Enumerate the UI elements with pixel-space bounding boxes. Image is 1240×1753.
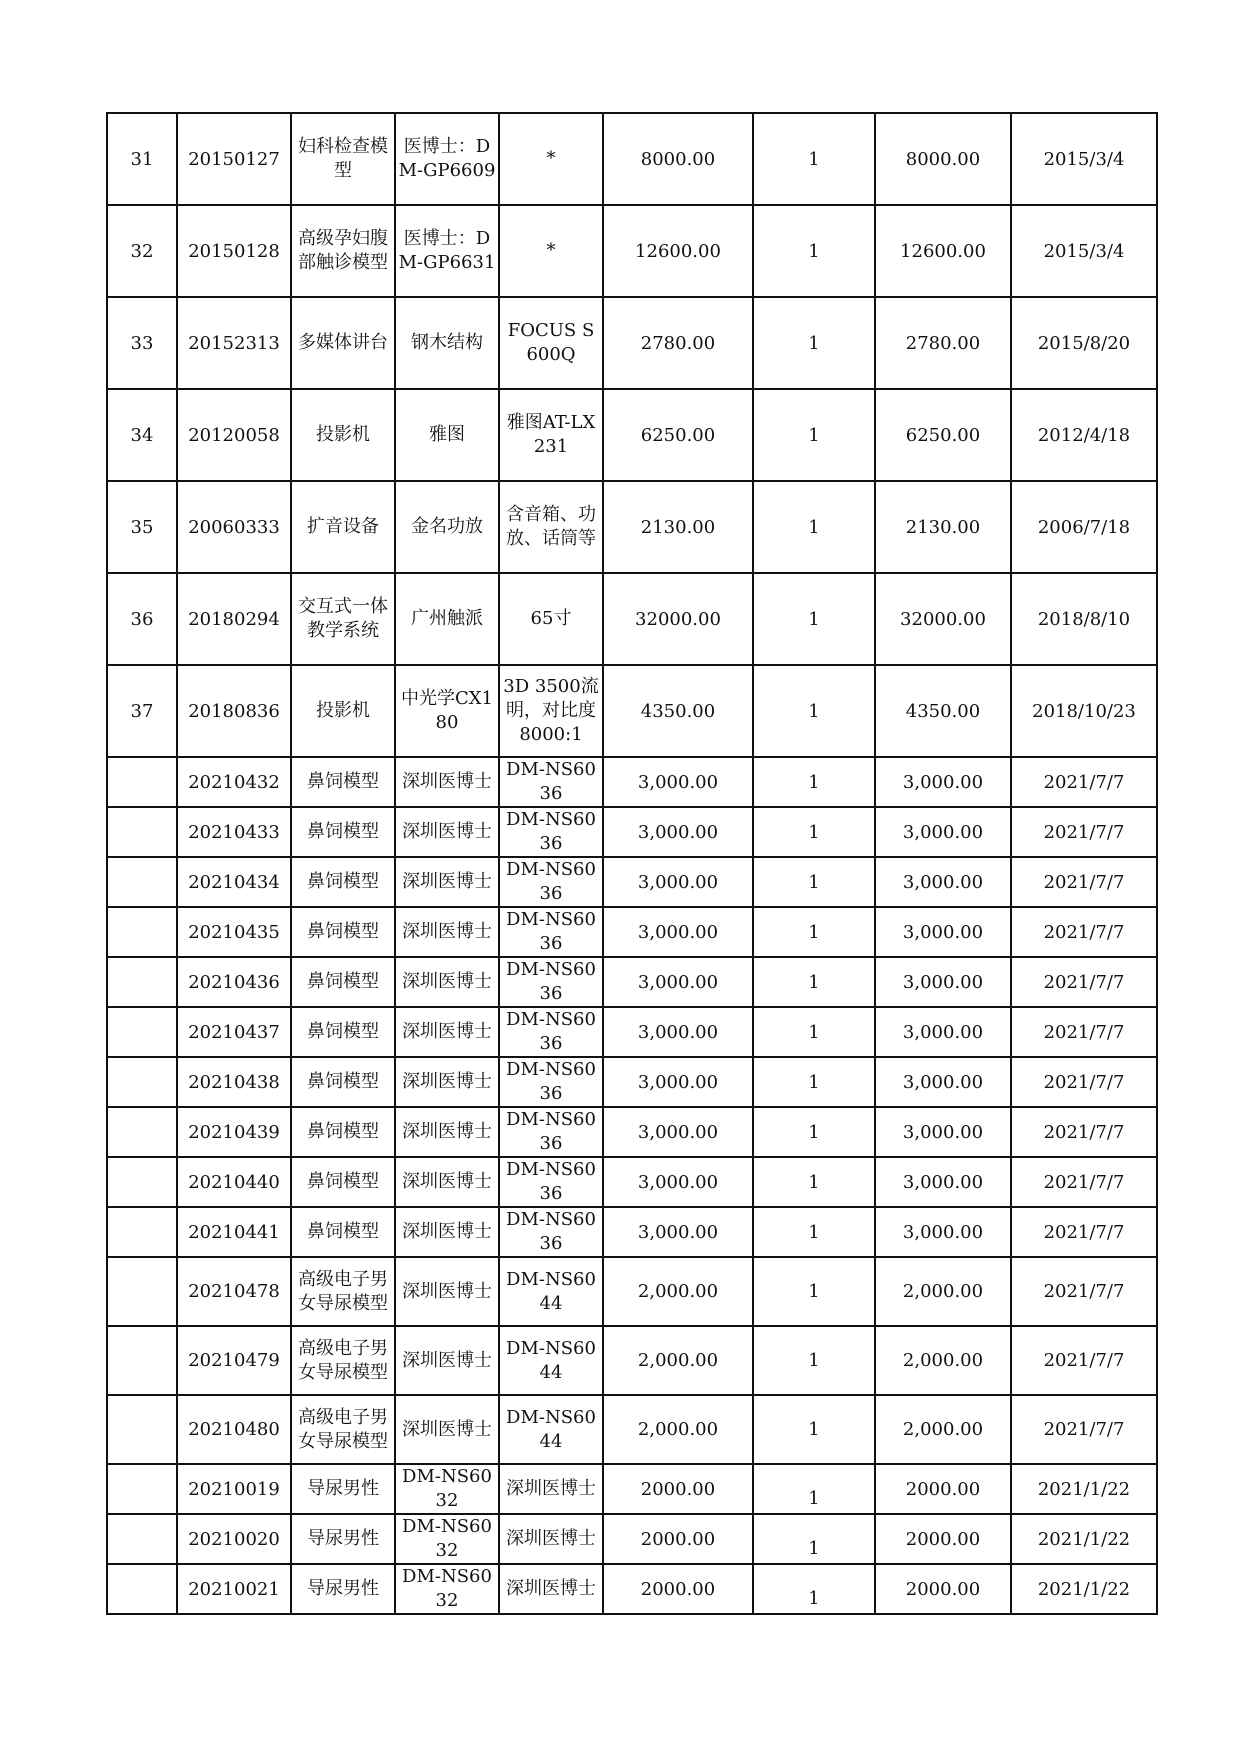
cell-amount: 3,000.00 xyxy=(875,957,1011,1007)
cell-quantity: 1 xyxy=(753,1564,875,1614)
cell-brand: DM-NS6032 xyxy=(395,1564,499,1614)
cell-amount: 2000.00 xyxy=(875,1564,1011,1614)
cell-quantity: 1 xyxy=(753,205,875,297)
cell-brand: 深圳医博士 xyxy=(395,857,499,907)
cell-index: 32 xyxy=(107,205,177,297)
cell-unit-price: 2780.00 xyxy=(603,297,753,389)
cell-spec: 65寸 xyxy=(499,573,603,665)
table-row xyxy=(107,481,1157,573)
cell-index xyxy=(107,1257,177,1326)
cell-date: 2021/7/7 xyxy=(1011,757,1157,807)
cell-name: 鼻饲模型 xyxy=(291,757,395,807)
cell-quantity: 1 xyxy=(753,1007,875,1057)
cell-name: 鼻饲模型 xyxy=(291,907,395,957)
cell-amount: 3,000.00 xyxy=(875,1207,1011,1257)
cell-brand: 深圳医博士 xyxy=(395,907,499,957)
cell-spec: 深圳医博士 xyxy=(499,1564,603,1614)
cell-index xyxy=(107,1395,177,1464)
cell-asset-code: 20210019 xyxy=(177,1464,291,1514)
cell-amount: 3,000.00 xyxy=(875,807,1011,857)
cell-asset-code: 20152313 xyxy=(177,297,291,389)
cell-name: 高级电子男女导尿模型 xyxy=(291,1326,395,1395)
cell-asset-code: 20210480 xyxy=(177,1395,291,1464)
cell-unit-price: 12600.00 xyxy=(603,205,753,297)
cell-asset-code: 20120058 xyxy=(177,389,291,481)
table-row xyxy=(107,907,1157,957)
cell-brand: DM-NS6032 xyxy=(395,1464,499,1514)
cell-index: 33 xyxy=(107,297,177,389)
cell-amount: 3,000.00 xyxy=(875,907,1011,957)
cell-brand: 钢木结构 xyxy=(395,297,499,389)
cell-quantity: 1 xyxy=(753,1464,875,1514)
cell-name: 导尿男性 xyxy=(291,1514,395,1564)
cell-brand: 中光学CX180 xyxy=(395,665,499,757)
cell-asset-code: 20150127 xyxy=(177,113,291,205)
table-row xyxy=(107,665,1157,757)
cell-unit-price: 3,000.00 xyxy=(603,1007,753,1057)
cell-unit-price: 2130.00 xyxy=(603,481,753,573)
cell-index: 35 xyxy=(107,481,177,573)
cell-unit-price: 32000.00 xyxy=(603,573,753,665)
cell-name: 鼻饲模型 xyxy=(291,807,395,857)
cell-date: 2015/8/20 xyxy=(1011,297,1157,389)
cell-spec: DM-NS6036 xyxy=(499,957,603,1007)
cell-asset-code: 20210478 xyxy=(177,1257,291,1326)
cell-unit-price: 3,000.00 xyxy=(603,907,753,957)
cell-spec: DM-NS6036 xyxy=(499,1157,603,1207)
cell-amount: 32000.00 xyxy=(875,573,1011,665)
table-row xyxy=(107,1007,1157,1057)
cell-unit-price: 2,000.00 xyxy=(603,1257,753,1326)
cell-quantity: 1 xyxy=(753,1514,875,1564)
cell-quantity: 1 xyxy=(753,807,875,857)
cell-asset-code: 20060333 xyxy=(177,481,291,573)
cell-index xyxy=(107,1157,177,1207)
cell-amount: 2780.00 xyxy=(875,297,1011,389)
cell-spec: DM-NS6044 xyxy=(499,1395,603,1464)
cell-date: 2021/1/22 xyxy=(1011,1564,1157,1614)
cell-name: 高级孕妇腹部触诊模型 xyxy=(291,205,395,297)
cell-index xyxy=(107,1464,177,1514)
cell-spec: * xyxy=(499,205,603,297)
cell-asset-code: 20210433 xyxy=(177,807,291,857)
cell-amount: 3,000.00 xyxy=(875,1007,1011,1057)
table-row xyxy=(107,205,1157,297)
cell-date: 2021/7/7 xyxy=(1011,1257,1157,1326)
cell-spec: DM-NS6036 xyxy=(499,1207,603,1257)
cell-quantity: 1 xyxy=(753,665,875,757)
cell-name: 鼻饲模型 xyxy=(291,957,395,1007)
cell-spec: DM-NS6036 xyxy=(499,1107,603,1157)
cell-asset-code: 20210020 xyxy=(177,1514,291,1564)
cell-index: 31 xyxy=(107,113,177,205)
cell-index xyxy=(107,1326,177,1395)
cell-index xyxy=(107,1207,177,1257)
cell-index xyxy=(107,1514,177,1564)
table-row xyxy=(107,807,1157,857)
cell-amount: 3,000.00 xyxy=(875,857,1011,907)
cell-name: 鼻饲模型 xyxy=(291,1107,395,1157)
cell-amount: 8000.00 xyxy=(875,113,1011,205)
cell-spec: 深圳医博士 xyxy=(499,1514,603,1564)
cell-index xyxy=(107,907,177,957)
cell-date: 2015/3/4 xyxy=(1011,113,1157,205)
cell-quantity: 1 xyxy=(753,957,875,1007)
cell-amount: 2130.00 xyxy=(875,481,1011,573)
cell-unit-price: 3,000.00 xyxy=(603,807,753,857)
table-row xyxy=(107,1326,1157,1395)
cell-asset-code: 20210479 xyxy=(177,1326,291,1395)
cell-spec: 雅图AT-LX231 xyxy=(499,389,603,481)
table-row xyxy=(107,389,1157,481)
cell-unit-price: 6250.00 xyxy=(603,389,753,481)
cell-quantity: 1 xyxy=(753,389,875,481)
cell-quantity: 1 xyxy=(753,1057,875,1107)
table-row xyxy=(107,1464,1157,1514)
table-row xyxy=(107,1395,1157,1464)
cell-name: 鼻饲模型 xyxy=(291,1207,395,1257)
table-row xyxy=(107,297,1157,389)
cell-index xyxy=(107,807,177,857)
cell-spec: * xyxy=(499,113,603,205)
cell-spec: DM-NS6036 xyxy=(499,757,603,807)
cell-unit-price: 3,000.00 xyxy=(603,1107,753,1157)
cell-index xyxy=(107,1564,177,1614)
cell-amount: 3,000.00 xyxy=(875,1107,1011,1157)
cell-unit-price: 3,000.00 xyxy=(603,757,753,807)
table-row xyxy=(107,1107,1157,1157)
cell-index: 37 xyxy=(107,665,177,757)
cell-quantity: 1 xyxy=(753,757,875,807)
cell-amount: 3,000.00 xyxy=(875,1057,1011,1107)
cell-spec: DM-NS6044 xyxy=(499,1326,603,1395)
cell-index: 36 xyxy=(107,573,177,665)
cell-name: 鼻饲模型 xyxy=(291,1157,395,1207)
cell-date: 2021/7/7 xyxy=(1011,957,1157,1007)
table-row xyxy=(107,1057,1157,1107)
cell-brand: 深圳医博士 xyxy=(395,1257,499,1326)
cell-amount: 3,000.00 xyxy=(875,757,1011,807)
cell-asset-code: 20180836 xyxy=(177,665,291,757)
cell-name: 鼻饲模型 xyxy=(291,1057,395,1107)
table-row xyxy=(107,857,1157,907)
cell-name: 交互式一体教学系统 xyxy=(291,573,395,665)
cell-brand: 深圳医博士 xyxy=(395,957,499,1007)
cell-date: 2021/7/7 xyxy=(1011,1007,1157,1057)
cell-unit-price: 2,000.00 xyxy=(603,1395,753,1464)
cell-brand: 深圳医博士 xyxy=(395,1395,499,1464)
table-row xyxy=(107,757,1157,807)
cell-date: 2021/7/7 xyxy=(1011,1395,1157,1464)
cell-asset-code: 20210437 xyxy=(177,1007,291,1057)
cell-quantity: 1 xyxy=(753,113,875,205)
table-row xyxy=(107,1564,1157,1614)
cell-brand: 深圳医博士 xyxy=(395,1107,499,1157)
cell-date: 2021/7/7 xyxy=(1011,1207,1157,1257)
cell-asset-code: 20210434 xyxy=(177,857,291,907)
cell-name: 扩音设备 xyxy=(291,481,395,573)
cell-index xyxy=(107,857,177,907)
cell-quantity: 1 xyxy=(753,1395,875,1464)
cell-name: 鼻饲模型 xyxy=(291,1007,395,1057)
cell-spec: DM-NS6036 xyxy=(499,1007,603,1057)
cell-name: 高级电子男女导尿模型 xyxy=(291,1395,395,1464)
cell-name: 妇科检查模型 xyxy=(291,113,395,205)
cell-quantity: 1 xyxy=(753,1207,875,1257)
table-row xyxy=(107,1157,1157,1207)
cell-amount: 2,000.00 xyxy=(875,1395,1011,1464)
cell-date: 2012/4/18 xyxy=(1011,389,1157,481)
cell-asset-code: 20210021 xyxy=(177,1564,291,1614)
cell-date: 2021/1/22 xyxy=(1011,1514,1157,1564)
cell-asset-code: 20210436 xyxy=(177,957,291,1007)
table-row xyxy=(107,957,1157,1007)
cell-quantity: 1 xyxy=(753,481,875,573)
cell-unit-price: 4350.00 xyxy=(603,665,753,757)
cell-brand: 深圳医博士 xyxy=(395,1057,499,1107)
cell-amount: 4350.00 xyxy=(875,665,1011,757)
cell-spec: DM-NS6036 xyxy=(499,1057,603,1107)
cell-brand: 深圳医博士 xyxy=(395,1207,499,1257)
cell-unit-price: 3,000.00 xyxy=(603,1207,753,1257)
cell-date: 2021/7/7 xyxy=(1011,1057,1157,1107)
cell-quantity: 1 xyxy=(753,1107,875,1157)
cell-amount: 3,000.00 xyxy=(875,1157,1011,1207)
cell-spec: 深圳医博士 xyxy=(499,1464,603,1514)
cell-brand: 深圳医博士 xyxy=(395,1007,499,1057)
cell-date: 2021/7/7 xyxy=(1011,807,1157,857)
cell-quantity: 1 xyxy=(753,907,875,957)
cell-spec: DM-NS6044 xyxy=(499,1257,603,1326)
cell-date: 2021/7/7 xyxy=(1011,857,1157,907)
cell-spec: 含音箱、功放、话筒等 xyxy=(499,481,603,573)
cell-date: 2021/7/7 xyxy=(1011,1326,1157,1395)
cell-asset-code: 20150128 xyxy=(177,205,291,297)
cell-spec: DM-NS6036 xyxy=(499,807,603,857)
cell-brand: 医博士：DM-GP6631 xyxy=(395,205,499,297)
cell-brand: 深圳医博士 xyxy=(395,1326,499,1395)
cell-brand: 深圳医博士 xyxy=(395,757,499,807)
cell-date: 2015/3/4 xyxy=(1011,205,1157,297)
cell-asset-code: 20180294 xyxy=(177,573,291,665)
table-row xyxy=(107,113,1157,205)
cell-unit-price: 3,000.00 xyxy=(603,1157,753,1207)
cell-index xyxy=(107,757,177,807)
cell-name: 多媒体讲台 xyxy=(291,297,395,389)
cell-date: 2006/7/18 xyxy=(1011,481,1157,573)
cell-date: 2021/7/7 xyxy=(1011,1157,1157,1207)
table-row xyxy=(107,573,1157,665)
cell-quantity: 1 xyxy=(753,573,875,665)
cell-name: 高级电子男女导尿模型 xyxy=(291,1257,395,1326)
cell-unit-price: 2000.00 xyxy=(603,1564,753,1614)
cell-name: 投影机 xyxy=(291,389,395,481)
cell-date: 2018/8/10 xyxy=(1011,573,1157,665)
cell-unit-price: 2000.00 xyxy=(603,1464,753,1514)
cell-amount: 12600.00 xyxy=(875,205,1011,297)
cell-brand: 深圳医博士 xyxy=(395,1157,499,1207)
cell-spec: FOCUS S600Q xyxy=(499,297,603,389)
cell-date: 2018/10/23 xyxy=(1011,665,1157,757)
table-row xyxy=(107,1514,1157,1564)
cell-asset-code: 20210435 xyxy=(177,907,291,957)
equipment-table xyxy=(106,112,1158,1615)
cell-index xyxy=(107,957,177,1007)
cell-spec: 3D 3500流明，对比度8000:1 xyxy=(499,665,603,757)
cell-unit-price: 3,000.00 xyxy=(603,1057,753,1107)
cell-brand: 雅图 xyxy=(395,389,499,481)
cell-date: 2021/7/7 xyxy=(1011,1107,1157,1157)
cell-unit-price: 2,000.00 xyxy=(603,1326,753,1395)
cell-brand: 金名功放 xyxy=(395,481,499,573)
cell-date: 2021/1/22 xyxy=(1011,1464,1157,1514)
cell-asset-code: 20210439 xyxy=(177,1107,291,1157)
table-row xyxy=(107,1207,1157,1257)
cell-brand: 深圳医博士 xyxy=(395,807,499,857)
cell-amount: 6250.00 xyxy=(875,389,1011,481)
cell-unit-price: 3,000.00 xyxy=(603,857,753,907)
cell-index xyxy=(107,1007,177,1057)
cell-brand: 医博士：DM-GP6609 xyxy=(395,113,499,205)
cell-name: 鼻饲模型 xyxy=(291,857,395,907)
cell-amount: 2,000.00 xyxy=(875,1257,1011,1326)
cell-amount: 2000.00 xyxy=(875,1514,1011,1564)
cell-spec: DM-NS6036 xyxy=(499,907,603,957)
cell-name: 投影机 xyxy=(291,665,395,757)
cell-quantity: 1 xyxy=(753,1326,875,1395)
cell-unit-price: 3,000.00 xyxy=(603,957,753,1007)
cell-quantity: 1 xyxy=(753,297,875,389)
cell-asset-code: 20210440 xyxy=(177,1157,291,1207)
cell-asset-code: 20210438 xyxy=(177,1057,291,1107)
cell-index xyxy=(107,1107,177,1157)
cell-amount: 2,000.00 xyxy=(875,1326,1011,1395)
table-row xyxy=(107,1257,1157,1326)
cell-quantity: 1 xyxy=(753,857,875,907)
cell-index xyxy=(107,1057,177,1107)
cell-asset-code: 20210432 xyxy=(177,757,291,807)
cell-name: 导尿男性 xyxy=(291,1464,395,1514)
cell-amount: 2000.00 xyxy=(875,1464,1011,1514)
cell-quantity: 1 xyxy=(753,1157,875,1207)
cell-brand: 广州触派 xyxy=(395,573,499,665)
cell-quantity: 1 xyxy=(753,1257,875,1326)
table-body xyxy=(107,113,1157,1614)
cell-date: 2021/7/7 xyxy=(1011,907,1157,957)
cell-brand: DM-NS6032 xyxy=(395,1514,499,1564)
cell-asset-code: 20210441 xyxy=(177,1207,291,1257)
cell-unit-price: 2000.00 xyxy=(603,1514,753,1564)
cell-index: 34 xyxy=(107,389,177,481)
cell-unit-price: 8000.00 xyxy=(603,113,753,205)
cell-spec: DM-NS6036 xyxy=(499,857,603,907)
cell-name: 导尿男性 xyxy=(291,1564,395,1614)
